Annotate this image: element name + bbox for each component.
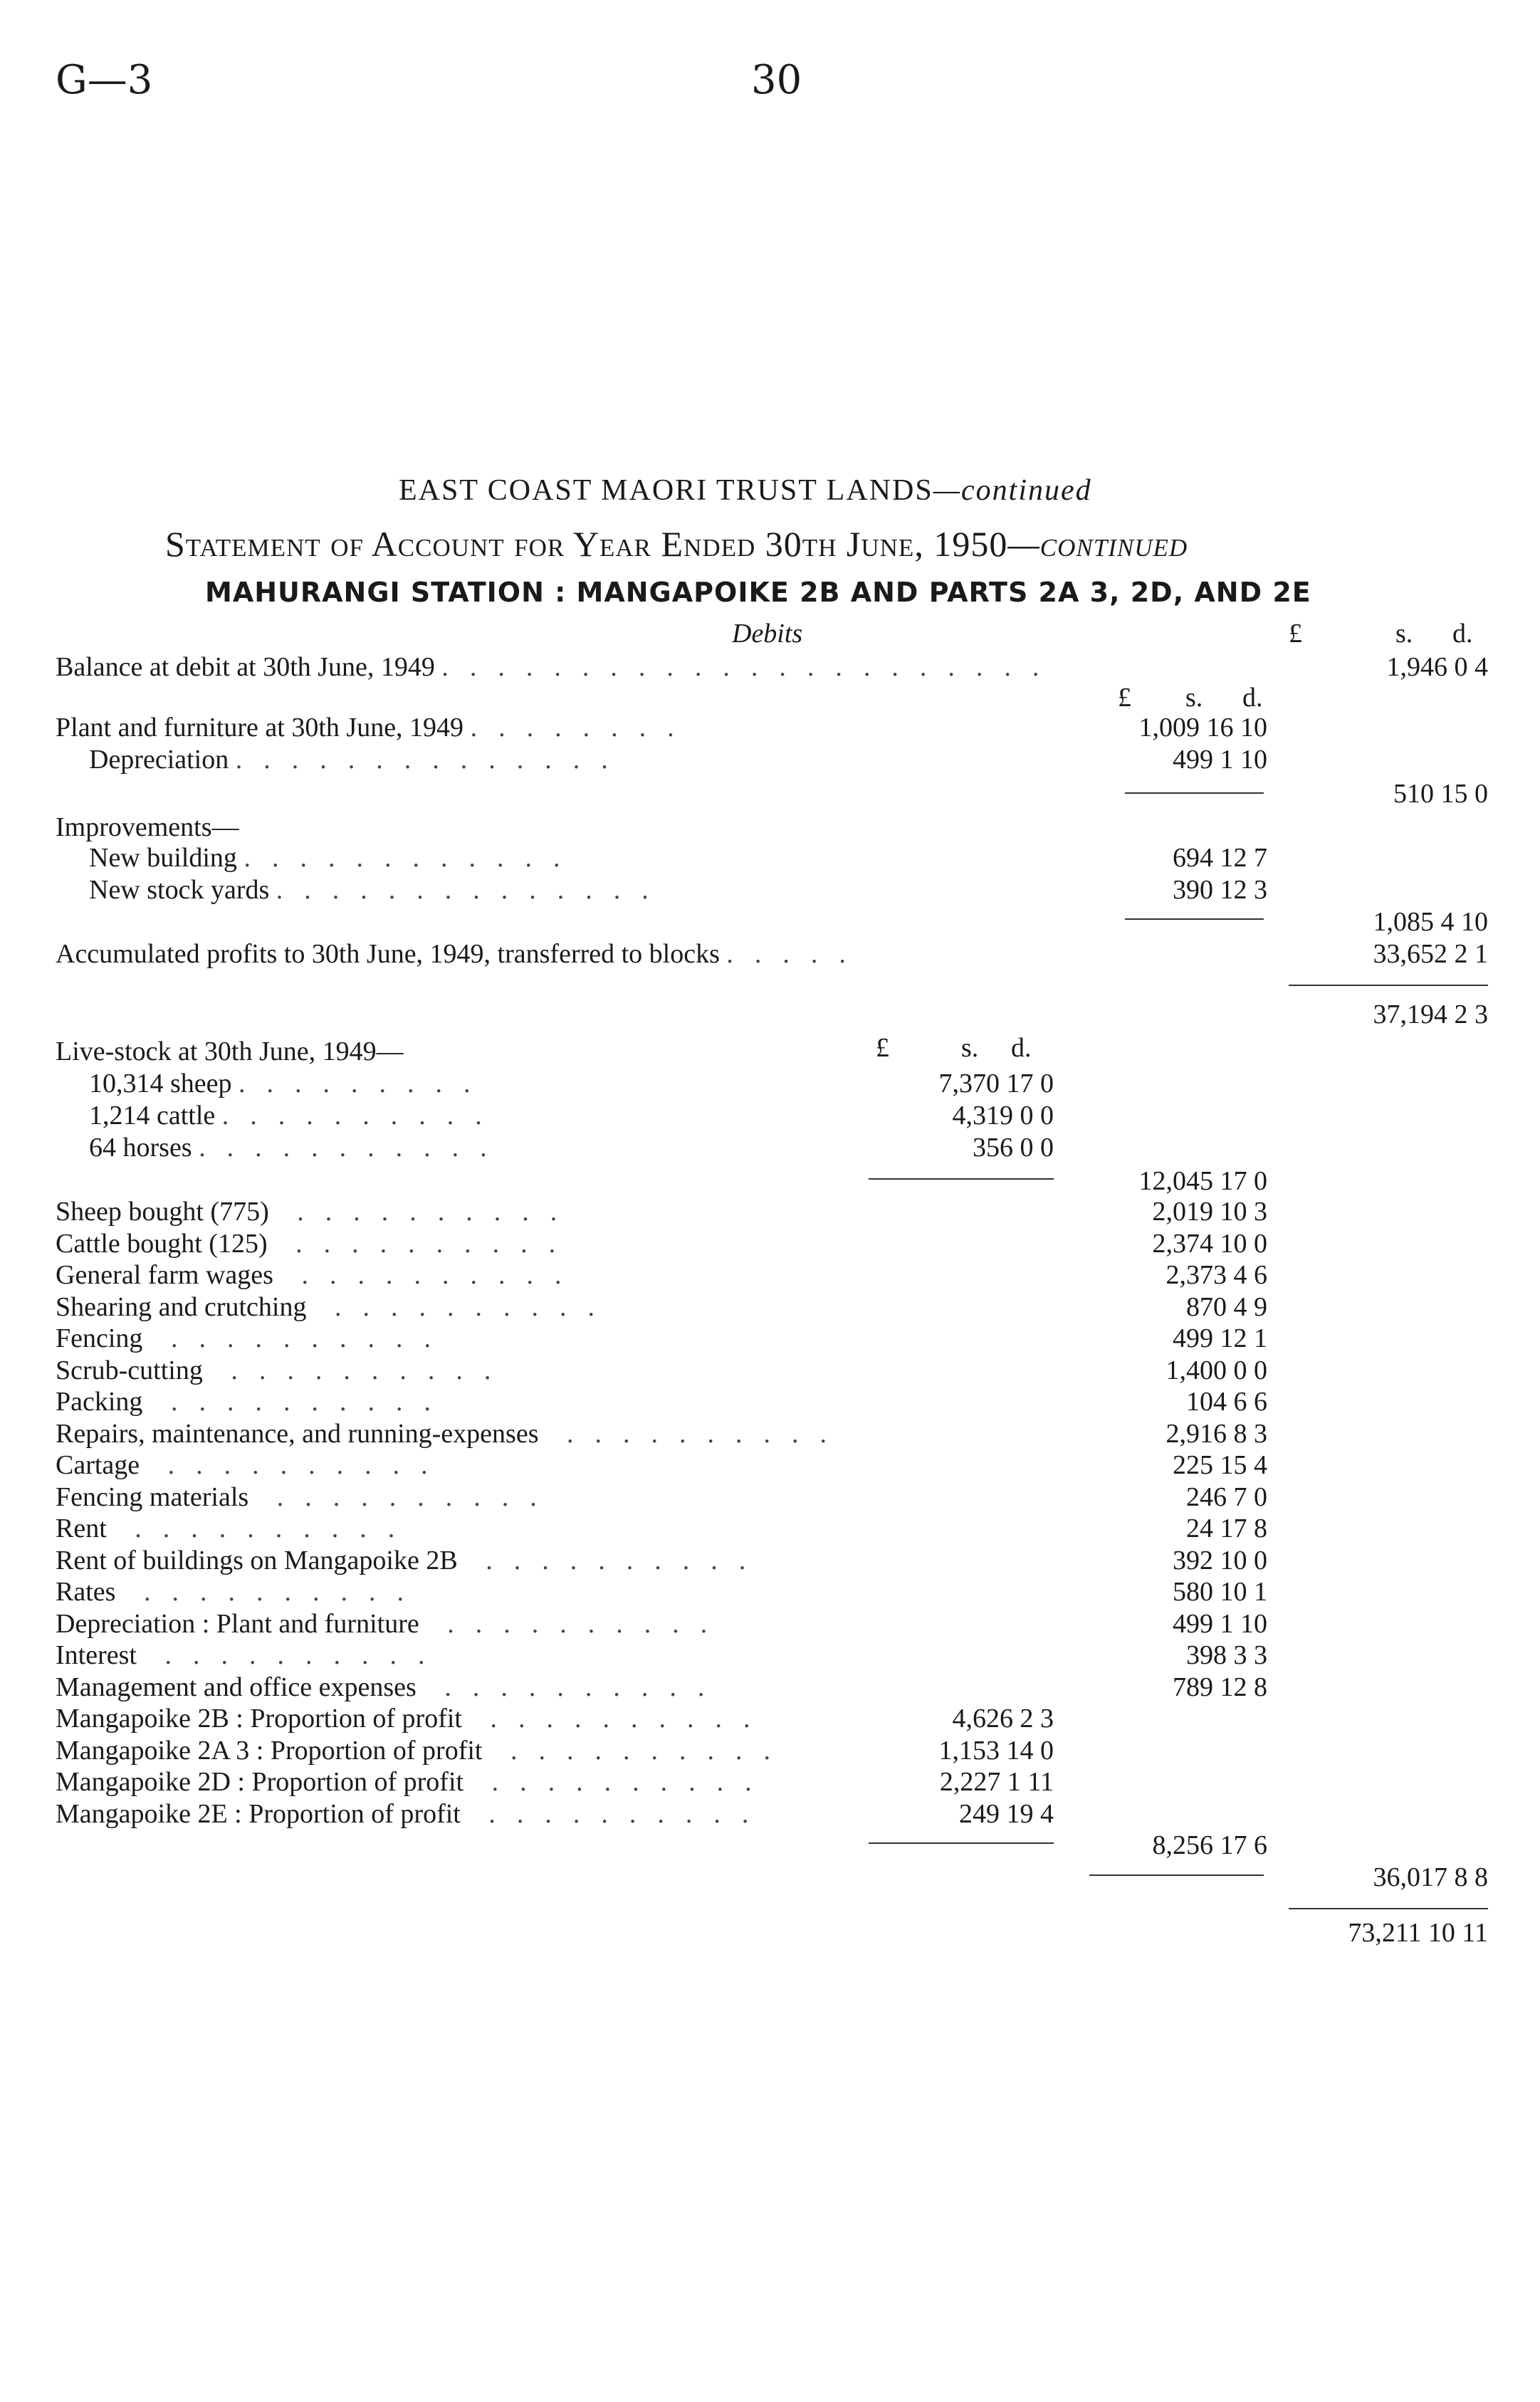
livestock-cattle-label: 1,214 cattle .......... [89, 1101, 503, 1131]
rule [869, 1178, 1054, 1180]
rule [1289, 985, 1488, 986]
expense-row-amount: 2,374 10 0 [1152, 1228, 1267, 1259]
expense-row-amount: 499 1 10 [1173, 1608, 1267, 1639]
header-s-col3: s. [1185, 683, 1203, 713]
balance-amount: 1,946 0 4 [1386, 652, 1488, 682]
header-pound-col2: £ [876, 1033, 889, 1063]
livestock-label: Live-stock at 30th June, 1949— [56, 1037, 404, 1066]
profit-row-amount: 249 19 4 [959, 1798, 1054, 1829]
expense-row-amount: 2,019 10 3 [1152, 1197, 1267, 1227]
expense-row-label: Sheep bought (775) .......... [56, 1197, 579, 1227]
header-d-col4: d. [1452, 619, 1473, 649]
profit-row-amount: 4,626 2 3 [952, 1704, 1054, 1734]
profit-row-amount: 2,227 1 11 [939, 1767, 1054, 1797]
expense-row-amount: 789 12 8 [1173, 1672, 1267, 1702]
grand-total: 73,211 10 11 [1348, 1918, 1488, 1948]
expense-row-label: Interest .......... [56, 1640, 446, 1670]
expense-row-amount: 2,916 8 3 [1166, 1418, 1267, 1449]
livestock-horses-amount: 356 0 0 [973, 1133, 1054, 1163]
expense-row-amount: 246 7 0 [1186, 1481, 1267, 1512]
expense-row-label: Repairs, maintenance, and running-expenses .......... [56, 1418, 848, 1449]
expense-row-amount: 398 3 3 [1186, 1640, 1267, 1670]
expense-row-label: Shearing and crutching .......... [56, 1291, 616, 1322]
expense-row-label: Packing .......... [56, 1387, 452, 1417]
expense-row-amount: 104 6 6 [1186, 1387, 1267, 1417]
header-s-col2: s. [961, 1033, 979, 1063]
title-line-3: MAHURANGI STATION : MANGAPOIKE 2B AND PARTS 2A 3, 2D, AND 2E [205, 577, 1311, 608]
expense-row-label: Rent .......... [56, 1514, 417, 1543]
expense-row-label: Cattle bought (125) .......... [56, 1228, 577, 1259]
new-stock-yards-amount: 390 12 3 [1173, 875, 1267, 905]
plant-amount: 1,009 16 10 [1138, 713, 1267, 743]
expense-row-amount: 225 15 4 [1173, 1450, 1267, 1480]
depreciation-amount: 499 1 10 [1173, 745, 1267, 775]
expense-row-amount: 392 10 0 [1173, 1545, 1267, 1575]
expense-row-amount: 1,400 0 0 [1166, 1355, 1267, 1385]
expense-row-amount: 870 4 9 [1186, 1291, 1267, 1322]
depreciation-label: Depreciation .............. [89, 745, 629, 775]
header-pound-col3: £ [1118, 683, 1131, 713]
debits-label: Debits [732, 619, 803, 649]
expense-row-label: Rates .......... [56, 1577, 425, 1607]
expense-row-label: Fencing .......... [56, 1323, 452, 1353]
livestock-sheep-amount: 7,370 17 0 [938, 1069, 1054, 1098]
expense-row-label: Rent of buildings on Mangapoike 2B .......... [56, 1545, 768, 1575]
livestock-cattle-amount: 4,319 0 0 [952, 1101, 1054, 1131]
profit-row-label: Mangapoike 2E : Proportion of profit .......... [56, 1798, 770, 1829]
header-s-col4: s. [1395, 619, 1413, 649]
rule [1289, 1908, 1488, 1909]
new-stock-yards-label: New stock yards .............. [89, 875, 670, 905]
expense-row-label: General farm wages .......... [56, 1260, 583, 1290]
new-building-label: New building ............ [89, 843, 582, 873]
profits-total: 8,256 17 6 [1152, 1830, 1267, 1860]
subtotal-1: 37,194 2 3 [1373, 1000, 1488, 1029]
expense-row-label: Scrub-cutting .......... [56, 1355, 513, 1385]
profit-row-label: Mangapoike 2B : Proportion of profit .......... [56, 1704, 772, 1734]
livestock-total: 12,045 17 0 [1138, 1166, 1267, 1196]
expense-row-label: Cartage .......... [56, 1450, 449, 1480]
expense-row-amount: 499 12 1 [1173, 1323, 1267, 1353]
profit-row-label: Mangapoike 2D : Proportion of profit .......... [56, 1767, 773, 1797]
title-line-2: Statement of Account for Year Ended 30th June, 1950—continued [165, 524, 1188, 564]
plant-label: Plant and furniture at 30th June, 1949 ........ [56, 713, 696, 743]
rule [1125, 792, 1264, 794]
livestock-sheep-label: 10,314 sheep ......... [89, 1069, 492, 1098]
header-d-col3: d. [1242, 683, 1263, 713]
document-reference: G—3 [56, 57, 153, 103]
profit-row-label: Mangapoike 2A 3 : Proportion of profit .......... [56, 1735, 792, 1766]
new-building-amount: 694 12 7 [1173, 843, 1267, 873]
page-number: 30 [751, 57, 802, 103]
improvements-total: 1,085 4 10 [1373, 907, 1488, 937]
profit-row-amount: 1,153 14 0 [938, 1735, 1054, 1766]
rule [1089, 1874, 1264, 1876]
expense-row-label: Fencing materials .......... [56, 1481, 558, 1512]
livestock-horses-label: 64 horses ........... [89, 1133, 508, 1163]
title-line-1: EAST COAST MAORI TRUST LANDS—continued [399, 474, 1092, 507]
accumulated-profits-amount: 33,652 2 1 [1373, 939, 1488, 969]
improvements-label: Improvements— [56, 812, 239, 842]
expense-row-label: Management and office expenses .......... [56, 1672, 726, 1702]
rule [1125, 918, 1264, 920]
accumulated-profits-label: Accumulated profits to 30th June, 1949, transferred to blocks ..... [56, 939, 867, 969]
expense-row-amount: 2,373 4 6 [1166, 1260, 1267, 1290]
header-pound-col4: £ [1289, 619, 1302, 649]
expense-row-amount: 24 17 8 [1186, 1514, 1267, 1543]
expense-row-label: Depreciation : Plant and furniture .......... [56, 1608, 729, 1639]
plant-net-amount: 510 15 0 [1393, 779, 1488, 809]
expense-row-amount: 580 10 1 [1173, 1577, 1267, 1607]
balance-label: Balance at debit at 30th June, 1949 ...................... [56, 652, 1061, 682]
header-d-col2: d. [1011, 1033, 1032, 1063]
subtotal-2: 36,017 8 8 [1373, 1862, 1488, 1892]
rule [869, 1842, 1054, 1844]
